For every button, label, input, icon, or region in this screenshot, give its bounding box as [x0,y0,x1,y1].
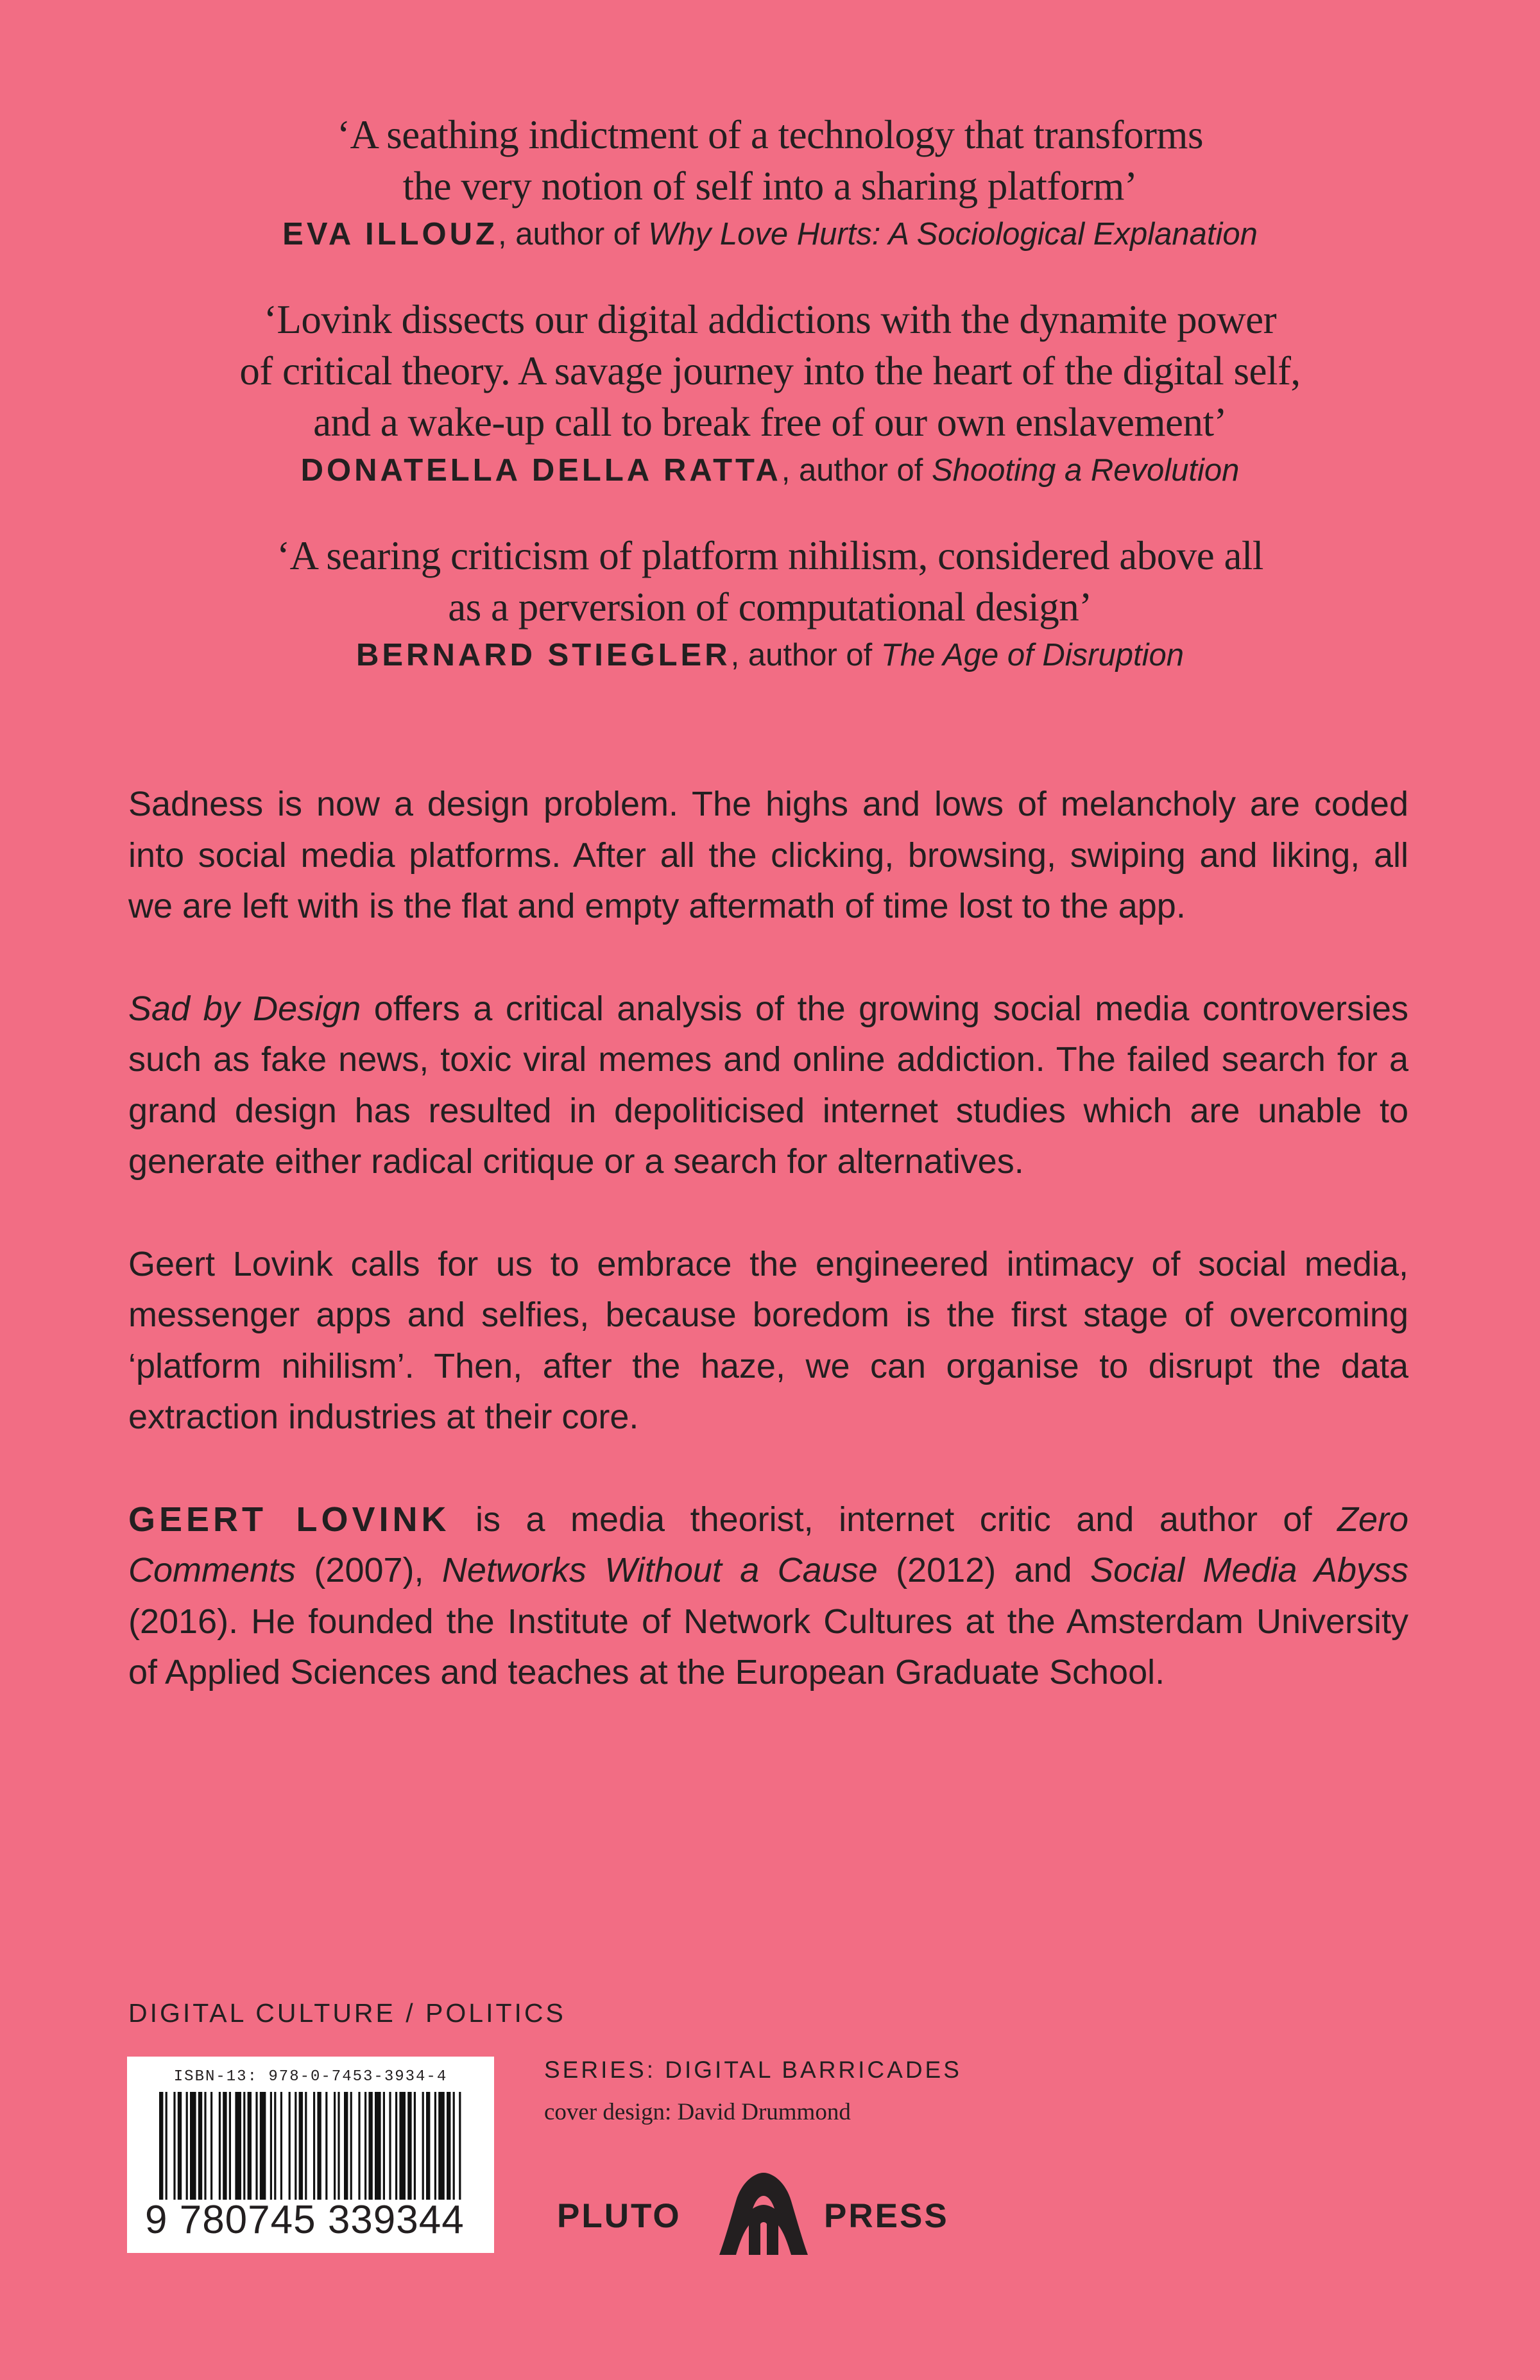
quote-illouz [128,109,1412,257]
barcode-bar [414,2092,416,2200]
author-bio: GEERT LOVINK is a media theorist, internet critic and author of Zero Comments (2007), Networks Without a Cause (2012) and Social Media Abyss (2016). He founded the Institute of Network Cultures at the Amsterdam University of Applied Sciences and teaches at the European Graduate School. [128,1500,1408,1691]
barcode-bar [190,2092,196,2200]
barcode-bar [229,2092,231,2200]
barcode-bar [325,2092,327,2200]
barcode-bar [375,2092,381,2200]
quote-attribution: BERNARD STIEGLER, author of The Age of Disruption [355,638,1184,672]
barcode-bar [178,2092,182,2200]
barcode-bar [204,2092,206,2200]
barcode-bar [389,2092,391,2200]
barcode-bar [159,2092,163,2200]
barcode-bar [395,2092,397,2200]
quote-text: ‘A seathing indictment of a technology that transforms the very notion of self into a sharing platform’ [337,112,1203,209]
barcode-bar [243,2092,245,2200]
barcode-bar [399,2092,406,2200]
barcode-bar [447,2092,450,2200]
barcode-bar [248,2092,252,2200]
quote-book-title: Shooting a Revolution [931,453,1240,488]
barcode-bar [344,2092,348,2200]
quote-author: EVA ILLOUZ [282,217,498,252]
barcode-bar [295,2092,296,2200]
barcode-bar [426,2092,430,2200]
barcode-bar [317,2092,321,2200]
barcode-bars [159,2092,467,2201]
barcode-bar [305,2092,307,2200]
barcode-bar [260,2092,266,2200]
quote-author: BERNARD STIEGLER [355,638,731,672]
endorsements [128,109,1412,715]
barcode-bar [255,2092,257,2200]
barcode-bar [364,2092,366,2200]
quote-della-ratta [128,294,1412,493]
barcode-bar [453,2092,455,2200]
quote-stiegler [128,530,1412,678]
barcode-bar [338,2092,339,2200]
barcode-bar [289,2092,291,2200]
barcode-bar [459,2092,461,2200]
quote-author: DONATELLA DELLA RATTA [300,453,782,488]
series-label: SERIES: DIGITAL BARRICADES [544,2057,962,2083]
publisher-name-right: PRESS [824,2197,949,2235]
book-title: Sad by Design [128,989,361,1028]
quote-attribution: EVA ILLOUZ, author of Why Love Hurts: A Sociological Explanation [282,217,1258,252]
barcode-bar [383,2092,385,2200]
quote-text: ‘Lovink dissects our digital addictions with the dynamite power of critical theory. A savage journey into the heart of the digital self, and a wake-up call to break free of our own enslavement’ [239,297,1301,445]
quote-book-title: Why Love Hurts: A Sociological Explanation [648,217,1258,252]
barcode-bar [166,2092,167,2200]
barcode-bar [350,2092,352,2200]
barcode-bar [358,2092,360,2200]
quote-text: ‘A searing criticism of platform nihilism, considered above all as a perversion of computational design’ [277,533,1263,629]
barcode-bar [219,2092,221,2200]
barcode-bar [186,2092,188,2200]
barcode-bar [334,2092,336,2200]
barcode-bar [198,2092,202,2200]
description-paragraph-1: Sadness is now a design problem. The highs and lows of melancholy are coded into social media platforms. After all the clicking, browsing, swiping and liking, all we are left with is the flat and empty aftermath of time lost to the app. [128,785,1408,925]
book-description [128,779,1408,1750]
barcode-bar [422,2092,424,2200]
isbn-barcode [127,2057,494,2253]
barcode-bar [299,2092,303,2200]
barcode-bar [434,2092,436,2200]
pluto-press-logo-icon [715,2170,812,2260]
barcode-bar [210,2092,212,2200]
publisher-logo [557,2170,968,2260]
subject-category: DIGITAL CULTURE / POLITICS [128,1998,566,2028]
barcode-bar [235,2092,241,2200]
barcode-bar [223,2092,227,2200]
barcode-bar [274,2092,276,2200]
isbn-label: ISBN-13: 978-0-7453-3934-4 [173,2068,448,2085]
barcode-bar [368,2092,372,2200]
barcode-bar [438,2092,445,2200]
barcode-bar [407,2092,411,2200]
publisher-name-left: PLUTO [557,2197,681,2235]
barcode-bar [280,2092,282,2200]
description-paragraph-3: Geert Lovink calls for us to embrace the engineered intimacy of social media, messenger apps and selfies, because boredom is the first stage of overcoming ‘platform nihilism’. Then, after the haze, we can organise to disrupt the data extraction industries at their core. [128,1244,1408,1436]
barcode-bar [173,2092,175,2200]
barcode-bar [270,2092,272,2200]
barcode-digits: 9 780745 339344 [145,2198,465,2242]
quote-attribution: DONATELLA DELLA RATTA, author of Shooting a Revolution [300,453,1240,488]
quote-book-title: The Age of Disruption [880,638,1184,672]
cover-design-credit: cover design: David Drummond [544,2099,851,2125]
barcode-bar [313,2092,315,2200]
author-name: GEERT LOVINK [128,1500,450,1539]
description-paragraph-2: Sad by Design offers a critical analysis of the growing social media controversies such as fake news, toxic viral memes and online addiction. The failed search for a grand design has resulted in depoliticised internet studies which are unable to generate either radical critique or a search for alternatives. [128,989,1408,1181]
